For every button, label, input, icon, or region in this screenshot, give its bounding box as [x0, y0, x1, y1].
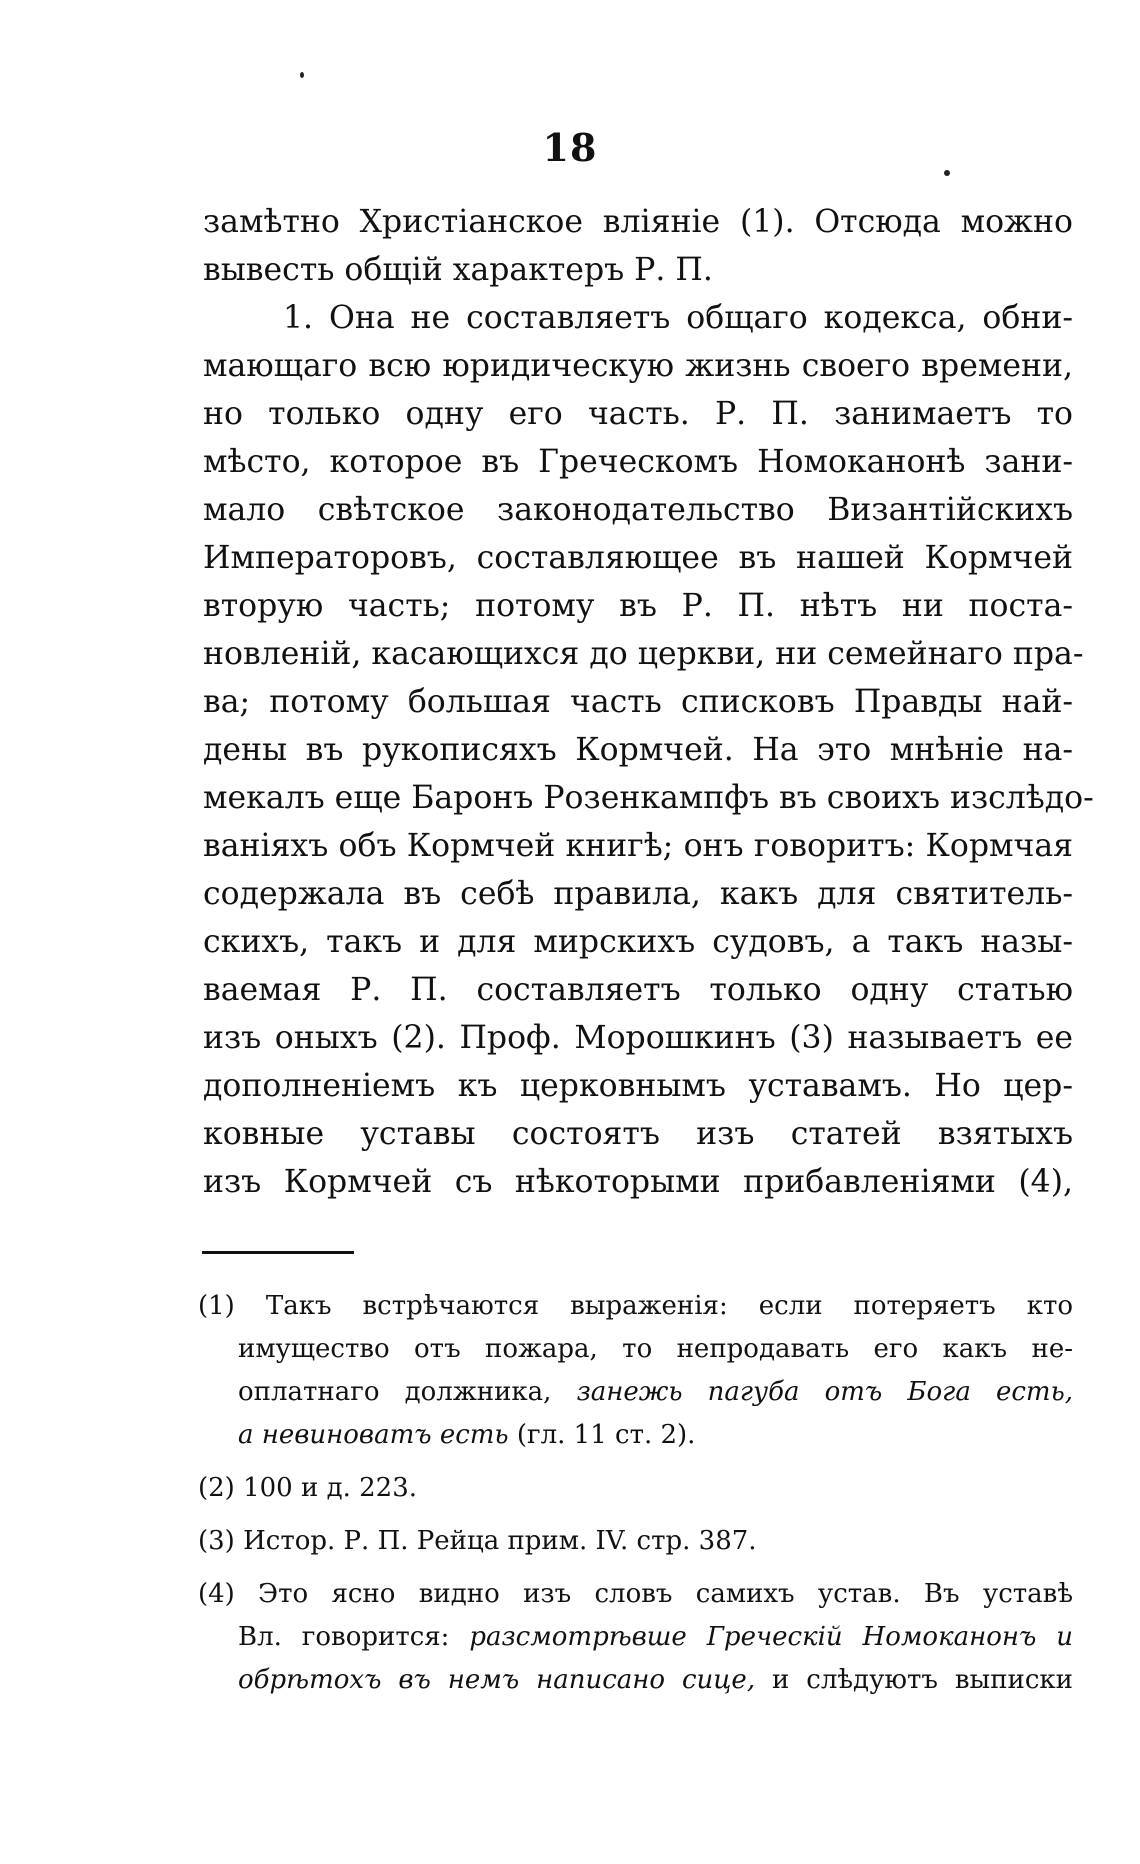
- main-text: [203, 198, 1094, 1206]
- footnote-text: (гл. 11 ст. 2).: [508, 1420, 696, 1450]
- text-line: ковные уставы состоятъ изъ статей взятыхъ: [203, 1116, 1073, 1152]
- footnote-line: (4) Это ясно видно изъ словъ самихъ устав. Въ уставѣ: [198, 1579, 1073, 1609]
- footnote-line: (1) Такъ встрѣчаются выраженія: если потеряетъ кто: [198, 1291, 1073, 1321]
- print-speck: [944, 170, 950, 176]
- text-line: дены въ рукописяхъ Кормчей. На это мнѣніе на-: [203, 732, 1073, 768]
- footnote-line: [198, 1414, 1073, 1457]
- footnote-italic-quote: обрѣтохъ въ немъ написано сице,: [238, 1665, 756, 1695]
- footnote-italic-quote: а невиноватъ есть: [238, 1420, 509, 1450]
- footnote-line: имущество отъ пожара, то непродавать его какъ не-: [238, 1334, 1073, 1364]
- text-line: дополненіемъ къ церковнымъ уставамъ. Но цер-: [203, 1068, 1073, 1104]
- text-line: новленій, касающихся до церкви, ни семейнаго пра-: [203, 636, 1084, 672]
- text-line: мающаго всю юридическую жизнь своего времени,: [203, 348, 1073, 384]
- text-line: мало свѣтское законодательство Византійскихъ: [203, 492, 1073, 528]
- text-line: изъ Кормчей съ нѣкоторыми прибавленіями (4),: [203, 1164, 1073, 1200]
- footnote-line: [198, 1659, 1073, 1702]
- text-line: вывесть общій характеръ Р. П.: [203, 252, 713, 288]
- text-line: вторую часть; потому въ Р. П. нѣтъ ни поста-: [203, 588, 1073, 624]
- footnote-line: [198, 1616, 1073, 1659]
- page-number: 18: [542, 125, 598, 170]
- footnote-text: оплатнаго должника,: [238, 1377, 577, 1407]
- text-line: ваемая Р. П. составляетъ только одну статью: [203, 972, 1073, 1008]
- footnote-line: [198, 1371, 1073, 1414]
- text-line: мекалъ еще Баронъ Розенкампфъ въ своихъ изслѣдо-: [203, 780, 1094, 816]
- text-line: скихъ, такъ и для мирскихъ судовъ, а такъ назы-: [203, 924, 1073, 960]
- footnote-2: (2) 100 и д. 223.: [198, 1473, 418, 1503]
- footnote-divider: [202, 1251, 354, 1254]
- text-line: изъ оныхъ (2). Проф. Морошкинъ (3) называетъ ее: [203, 1020, 1073, 1056]
- text-line: но только одну его часть. Р. П. занимаетъ то: [203, 396, 1073, 432]
- footnote-italic-quote: занежь пагуба отъ Бога есть,: [576, 1377, 1073, 1407]
- text-line: содержала въ себѣ правила, какъ для святитель-: [203, 876, 1073, 912]
- text-line: ваніяхъ объ Кормчей книгѣ; онъ говоритъ: Кормчая: [203, 828, 1073, 864]
- text-line: ва; потому большая часть списковъ Правды най-: [203, 684, 1073, 720]
- text-line: замѣтно Христіанское вліяніе (1). Отсюда можно: [203, 204, 1073, 240]
- text-line: Императоровъ, составляющее въ нашей Кормчей: [203, 540, 1073, 576]
- footnote-1: [198, 1285, 1073, 1457]
- text-line: 1. Она не составляетъ общаго кодекса, обни-: [283, 300, 1073, 336]
- footnote-3: (3) Истор. Р. П. Рейца прим. IV. стр. 387.: [198, 1526, 757, 1556]
- print-speck: [300, 72, 304, 78]
- footnote-text: и слѣдуютъ выписки: [755, 1665, 1073, 1695]
- footnote-italic-quote: разсмотрѣвше Греческій Номоканонъ и: [469, 1622, 1073, 1652]
- text-line: мѣсто, которое въ Греческомъ Номоканонѣ зани-: [203, 444, 1073, 480]
- footnote-text: Вл. говорится:: [238, 1622, 470, 1652]
- footnotes: [198, 1285, 1073, 1702]
- footnote-4: [198, 1573, 1073, 1702]
